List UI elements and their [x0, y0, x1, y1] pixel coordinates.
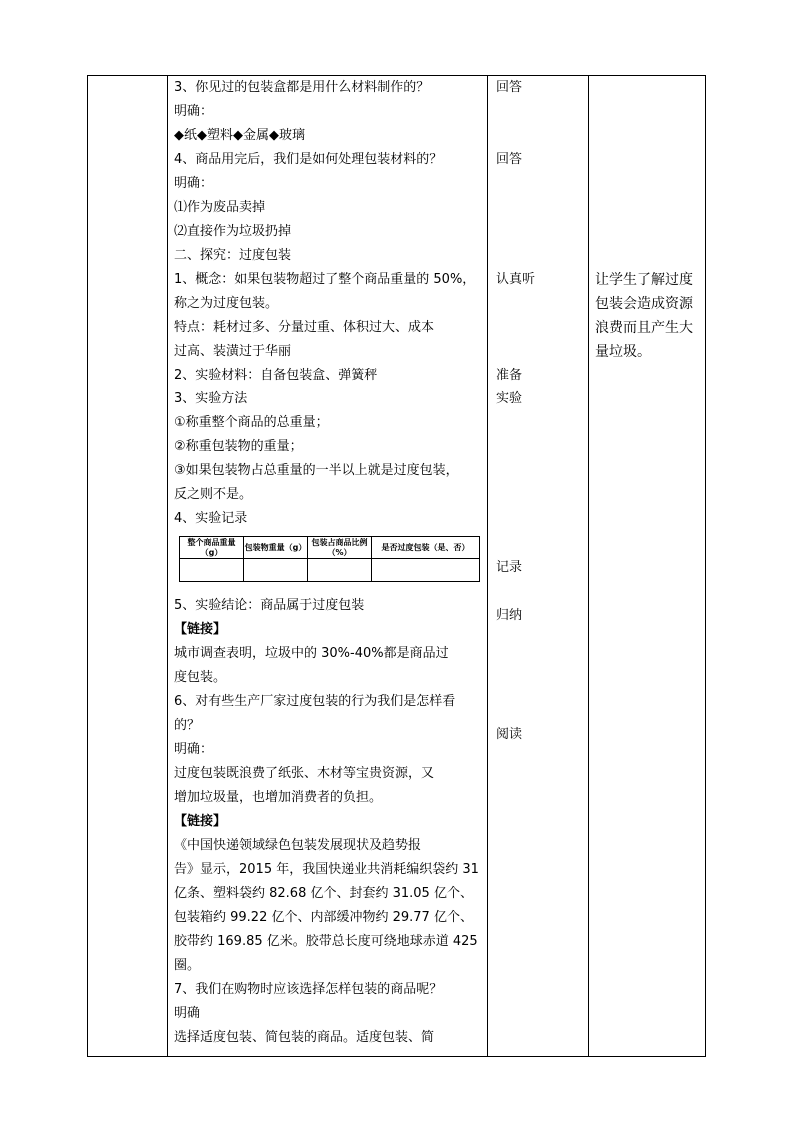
content-line: 3、你见过的包装盒都是用什么材料制作的？ — [174, 80, 430, 95]
experiment-record-table — [179, 536, 480, 582]
content-line: ⑴作为废品卖掉 — [174, 200, 266, 215]
content-line: 亿条、塑料袋约 82.68 亿个、封套约 31.05 亿个、 — [174, 886, 473, 901]
intent-line: 让学生了解过度 — [595, 272, 693, 288]
content-line: ⑵直接作为垃圾扔掉 — [174, 224, 292, 239]
record-header-cell: 包装物重量（g） — [244, 537, 308, 559]
intent-line: 包装会造成资源 — [595, 296, 693, 312]
content-line: ②称重包装物的重量； — [174, 439, 303, 454]
content-line: 称之为过度包装。 — [174, 296, 279, 311]
activity-label: 归纳 — [496, 608, 523, 623]
link-heading: 【链接】 — [174, 622, 227, 637]
content-line: 6、对有些生产厂家过度包装的行为我们是怎样看 — [174, 694, 456, 709]
column-divider — [487, 76, 488, 1056]
content-line: 反之则不是。 — [174, 487, 253, 502]
activity-label: 阅读 — [496, 727, 523, 742]
activity-label: 记录 — [496, 560, 523, 575]
record-empty-cell — [308, 559, 372, 582]
column-divider — [167, 76, 168, 1056]
content-line: 度包装。 — [174, 670, 227, 685]
record-header-cell: 是否过度包装（是、否） — [372, 537, 480, 559]
content-line: 《中国快递领域绿色包装发展现状及趋势报 — [174, 838, 422, 853]
record-header-cell: 整个商品重量（g） — [180, 537, 244, 559]
record-empty-cell — [372, 559, 480, 582]
content-line: 1、概念：如果包装物超过了整个商品重量的 50%， — [174, 272, 476, 287]
record-empty-cell — [244, 559, 308, 582]
content-line: ①称重整个商品的总重量； — [174, 415, 329, 430]
activity-label: 准备 — [496, 368, 523, 383]
content-line: ③如果包装物占总重量的一半以上就是过度包装， — [174, 463, 459, 478]
record-empty-cell — [180, 559, 244, 582]
content-line: 4、实验记录 — [174, 511, 248, 526]
content-line: 4、商品用完后，我们是如何处理包装材料的？ — [174, 152, 443, 167]
content-line: 明确 — [174, 1006, 201, 1021]
content-line: 明确： — [174, 176, 214, 191]
intent-line: 浪费而且产生大 — [595, 320, 693, 336]
content-line: 的？ — [174, 718, 201, 733]
content-line: 圈。 — [174, 958, 201, 973]
content-line: 过高、装潢过于华丽 — [174, 344, 292, 359]
content-line: ◆纸◆塑料◆金属◆玻璃 — [174, 128, 305, 143]
intent-line: 量垃圾。 — [595, 344, 651, 360]
activity-label: 回答 — [496, 152, 523, 167]
content-line: 告》显示，2015 年，我国快递业共消耗编织袋约 31 — [174, 862, 479, 877]
activity-label: 回答 — [496, 80, 523, 95]
link-heading: 【链接】 — [174, 814, 227, 829]
content-line: 城市调查表明，垃圾中的 30%-40%都是商品过 — [174, 646, 449, 661]
content-line: 二、探究：过度包装 — [174, 248, 292, 263]
content-line: 过度包装既浪费了纸张、木材等宝贵资源，又 — [174, 766, 435, 781]
record-header-cell: 包装占商品比例（%） — [308, 537, 372, 559]
column-divider — [588, 76, 589, 1056]
activity-label: 实验 — [496, 391, 523, 406]
content-line: 3、实验方法 — [174, 391, 248, 406]
content-line: 明确： — [174, 104, 214, 119]
content-line: 特点：耗材过多、分量过重、体积过大、成本 — [174, 320, 435, 335]
content-line: 增加垃圾量，也增加消费者的负担。 — [174, 790, 383, 805]
content-line: 2、实验材料：自备包装盒、弹簧秤 — [174, 368, 378, 383]
lesson-table — [87, 75, 706, 1057]
content-line: 包装箱约 99.22 亿个、内部缓冲物约 29.77 亿个、 — [174, 910, 473, 925]
activity-label: 认真听 — [496, 272, 536, 287]
content-line: 胶带约 169.85 亿米。胶带总长度可绕地球赤道 425 — [174, 934, 478, 949]
content-line: 选择适度包装、简包装的商品。适度包装、简 — [174, 1030, 435, 1045]
content-line: 5、实验结论：商品属于过度包装 — [174, 598, 365, 613]
content-line: 明确： — [174, 742, 214, 757]
content-line: 7、我们在购物时应该选择怎样包装的商品呢？ — [174, 982, 443, 997]
